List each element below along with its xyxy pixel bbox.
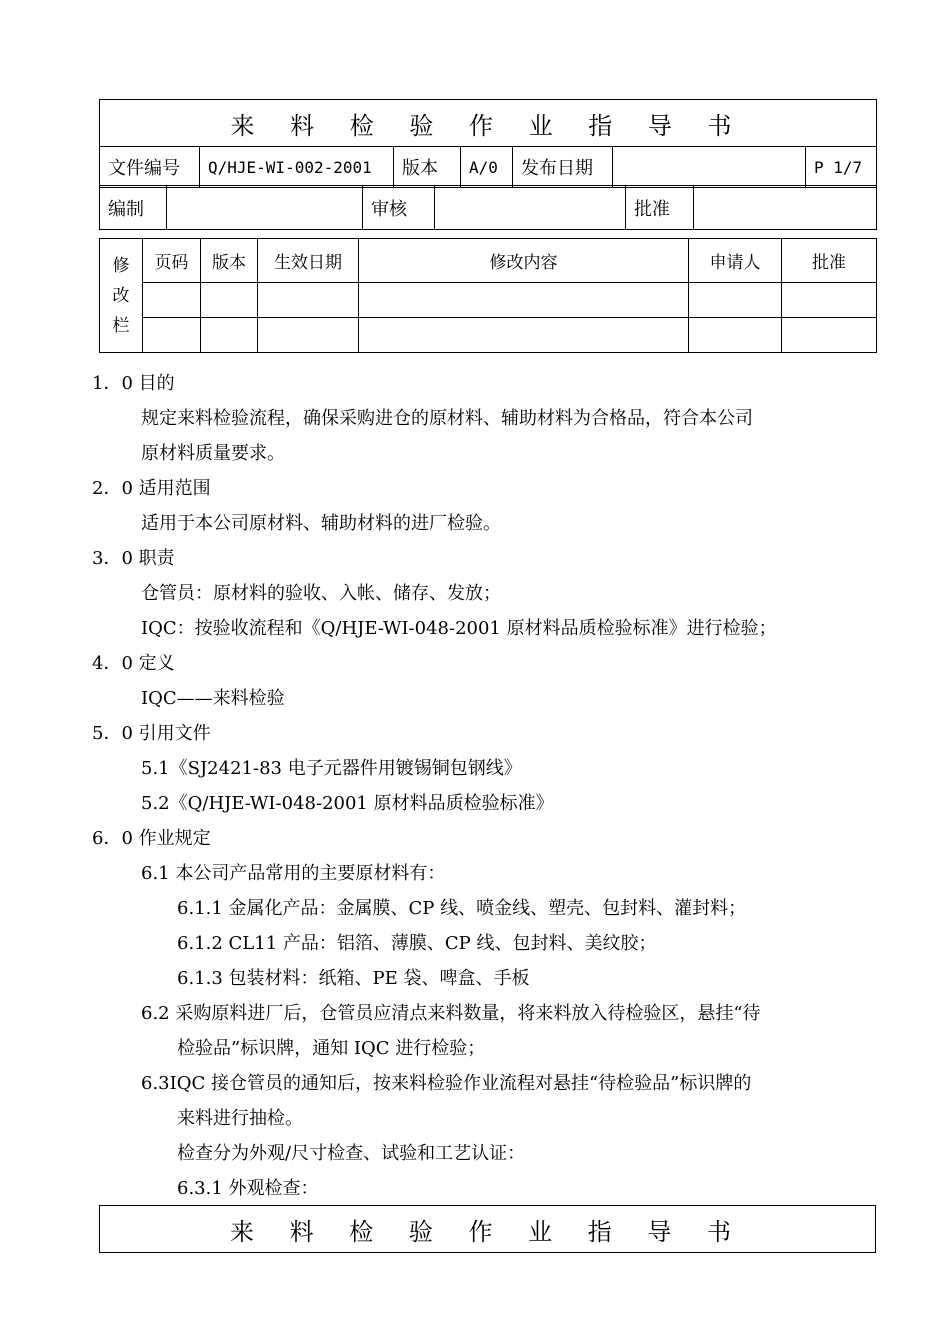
section-heading: 6．0 作业规定 xyxy=(92,828,211,849)
revision-cell xyxy=(359,318,689,353)
page-number: P 1/7 xyxy=(806,147,877,188)
revision-cell xyxy=(359,283,689,318)
paragraph-line: 仓管员：原材料的验收、入帐、储存、发放； xyxy=(141,583,501,604)
approve-value xyxy=(694,186,877,230)
signoff-table xyxy=(99,185,877,230)
edit-value xyxy=(167,186,363,230)
revision-row xyxy=(100,318,877,353)
footer-title: 来 料 检 验 作 业 指 导 书 xyxy=(100,1206,876,1253)
revision-side-label xyxy=(100,239,143,353)
revision-cell xyxy=(143,283,201,318)
revision-row xyxy=(100,283,877,318)
col-version: 版本 xyxy=(201,239,258,283)
review-value xyxy=(435,186,626,230)
paragraph-line: 6.1.1 金属化产品：金属膜、CP 线、喷金线、塑壳、包封料、灌封料； xyxy=(177,898,747,919)
document-header-table xyxy=(99,99,877,188)
paragraph-line: 规定来料检验流程，确保采购进仓的原材料、辅助材料为合格品，符合本公司 xyxy=(141,408,753,429)
doc-no-value: Q/HJE-WI-002-2001 xyxy=(200,147,394,188)
revision-side-char: 修 xyxy=(112,255,130,276)
section-heading: 5．0 引用文件 xyxy=(92,723,211,744)
paragraph-line: 6.2 采购原料进厂后，仓管员应清点来料数量，将来料放入待检验区，悬挂“待 xyxy=(141,1003,761,1024)
section-heading: 3．0 职责 xyxy=(92,548,175,569)
paragraph-line: 6.3.1 外观检查： xyxy=(177,1178,319,1199)
paragraph-line: 检验品”标识牌，通知 IQC 进行检验； xyxy=(177,1038,486,1059)
revision-cell xyxy=(258,283,359,318)
paragraph-line: 6.1.2 CL11 产品：铝箔、薄膜、CP 线、包封料、美纹胶； xyxy=(177,933,657,954)
revision-cell xyxy=(258,318,359,353)
footer-title-table xyxy=(99,1205,876,1253)
document-title: 来 料 检 验 作 业 指 导 书 xyxy=(100,100,877,147)
revision-side-char: 改 xyxy=(112,285,130,306)
section-heading: 4．0 定义 xyxy=(92,653,175,674)
revision-cell xyxy=(201,318,258,353)
col-approval: 批准 xyxy=(782,239,877,283)
revision-cell xyxy=(143,318,201,353)
version-value: A/0 xyxy=(461,147,513,188)
paragraph-line: IQC——来料检验 xyxy=(141,688,285,709)
edit-label: 编制 xyxy=(100,186,167,230)
paragraph-line: 适用于本公司原材料、辅助材料的进厂检验。 xyxy=(141,513,501,534)
section-heading: 1．0 目的 xyxy=(92,373,175,394)
revision-cell xyxy=(782,318,877,353)
paragraph-line: 原材料质量要求。 xyxy=(141,443,285,464)
paragraph-line: 6.1 本公司产品常用的主要原材料有： xyxy=(141,863,446,884)
revision-cell xyxy=(689,318,782,353)
date-value xyxy=(613,147,806,188)
paragraph-line: 6.1.3 包装材料：纸箱、PE 袋、啤盒、手板 xyxy=(177,968,530,989)
paragraph-line: 6.3IQC 接仓管员的通知后，按来料检验作业流程对悬挂“待检验品”标识牌的 xyxy=(141,1073,752,1094)
version-label: 版本 xyxy=(394,147,461,188)
paragraph-line: 检查分为外观/尺寸检查、试验和工艺认证： xyxy=(177,1143,526,1164)
date-label: 发布日期 xyxy=(513,147,613,188)
approve-label: 批准 xyxy=(626,186,694,230)
paragraph-line: IQC：按验收流程和《Q/HJE-WI-048-2001 原材料品质检验标准》进行检验； xyxy=(141,618,777,639)
review-label: 审核 xyxy=(363,186,435,230)
paragraph-line: 5.2《Q/HJE-WI-048-2001 原材料品质检验标准》 xyxy=(141,793,554,814)
paragraph-line: 5.1《SJ2421-83 电子元器件用镀锡铜包钢线》 xyxy=(141,758,522,779)
revision-table xyxy=(99,238,877,353)
revision-cell xyxy=(689,283,782,318)
col-applicant: 申请人 xyxy=(689,239,782,283)
section-heading: 2．0 适用范围 xyxy=(92,478,211,499)
revision-side-char: 栏 xyxy=(112,315,130,336)
col-change-content: 修改内容 xyxy=(359,239,689,283)
doc-no-label: 文件编号 xyxy=(100,147,200,188)
paragraph-line: 来料进行抽检。 xyxy=(177,1108,303,1129)
revision-cell xyxy=(782,283,877,318)
col-effective-date: 生效日期 xyxy=(258,239,359,283)
col-page: 页码 xyxy=(143,239,201,283)
revision-cell xyxy=(201,283,258,318)
